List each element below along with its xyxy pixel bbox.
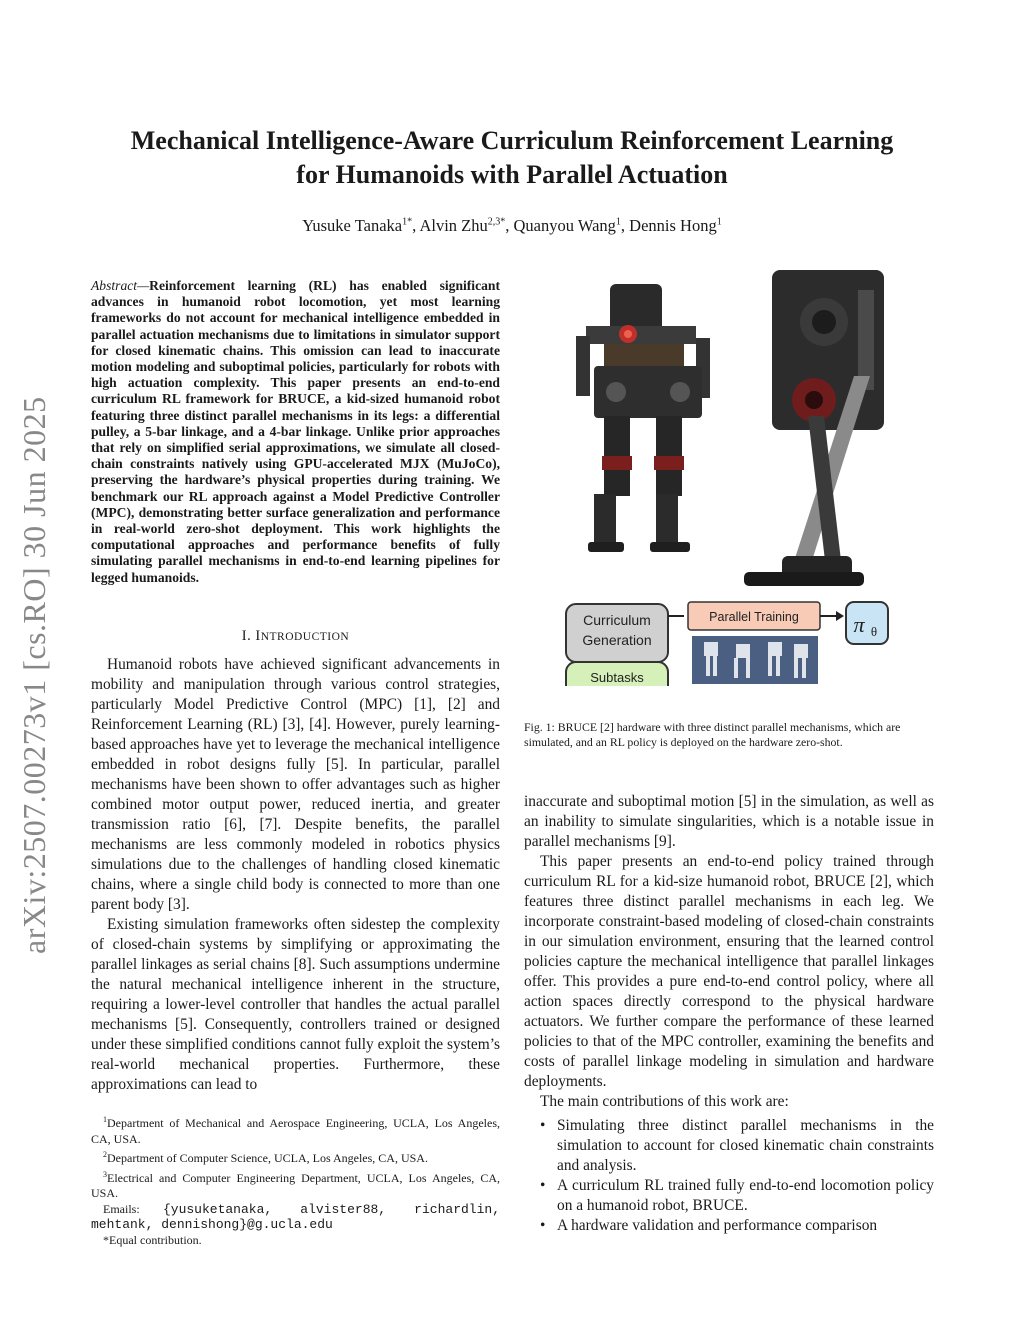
parallel-training-label: Parallel Training — [709, 610, 799, 624]
paragraph: The main contributions of this work are: — [540, 1093, 789, 1110]
left-column-body — [91, 655, 500, 1095]
footnote-equal-contribution: *Equal contribution. — [103, 1232, 202, 1247]
policy-subscript: θ — [870, 624, 878, 639]
policy-symbol: π — [853, 612, 865, 637]
figure-1-graphic — [524, 266, 934, 686]
footnote-emails: Emails: {yusuketanaka, alvister88, richardlin, mehtank, dennishong}@g.ucla.edu — [91, 1201, 501, 1232]
figure-1 — [524, 266, 934, 686]
abstract — [91, 278, 500, 586]
figure-1-caption: Fig. 1: BRUCE [2] hardware with three distinct parallel mechanisms, which are simulated, and an RL policy is deployed on the hardware zero-shot. — [524, 720, 901, 749]
robot-full-body-photo — [576, 284, 710, 552]
contributions-list — [540, 1116, 934, 1236]
paragraph: inaccurate and suboptimal motion [5] in the simulation, as well as an inability to simulate singularities, which is a notable issue in parallel mechanisms [9]. — [524, 793, 934, 850]
paragraph: This paper presents an end-to-end policy trained through curriculum RL for a kid-size humanoid robot, BRUCE [2], which features three distinct parallel mechanisms in each leg. We incorporate constraint-based modeling of closed-chain constraints in our simulation environment, ensuring that the learned control policies capture the mechanical intelligence that parallel linkages offer. This provides a pure end-to-end control policy, where all action spaces directly correspond to the physical hardware actuators. We further compare the performance of these learned policies to that of the MPC controller, examining the benefits and costs of parallel linkage modeling in simulation and hardware deployments. — [524, 853, 934, 1090]
author-1: Yusuke Tanaka$^{1*}$ — [302, 216, 413, 235]
paragraph: Existing simulation frameworks often sidestep the complexity of closed-chain systems by simplifying or approximating the parallel linkages as serial chains [8]. Such assumptions undermine the natural mechanical intelligence inherent in the structure, requiring a lower-level controller that handles the actual parallel mechanisms [5]. Consequently, controllers trained or designed under these simplified conditions cannot fully exploit the system’s real-world mechanical properties. Furthermore, these approximations can lead to — [91, 916, 500, 1093]
footnote-1: $^1$Department of Mechanical and Aerospace Engineering, UCLA, Los Angeles, CA, USA. — [91, 1115, 500, 1146]
curriculum-line-1: Curriculum — [583, 612, 651, 628]
author-3: Quanyou Wang$^1$ — [513, 216, 621, 235]
robot-leg-closeup-photo — [744, 270, 884, 586]
abstract-label: Abstract— — [91, 278, 150, 293]
list-item: • Simulating three distinct parallel mechanisms in the simulation to account for closed kinematic chain constraints and analysis. — [540, 1116, 934, 1176]
section-heading-introduction: I. INTRODUCTION — [241, 628, 350, 644]
policy-box — [846, 602, 888, 644]
list-item: • A curriculum RL trained fully end-to-end locomotion policy on a humanoid robot, BRUCE. — [540, 1176, 934, 1216]
paper-title — [60, 124, 964, 192]
subtasks-label: Subtasks — [590, 670, 644, 685]
paragraph: Humanoid robots have achieved significant advancements in mobility and manipulation through various control strategies, particularly Model Predictive Control (MPC) [1], [2] and Reinforcement Learning (RL) [3], [4]. However, purely learning-based approaches have yet to leverage the mechanical intelligence embedded in robot designs fully [5]. In particular, parallel mechanisms have been shown to offer advantages such as higher combined motor output power, reduced inertia, and greater transmission ratio [6], [7]. Despite benefits, the parallel mechanisms are less commonly modeled in robotics physics simulations due to the challenges of handling closed kinematic chains, where a single child body is connected to more than one parent body [3]. — [91, 656, 500, 913]
abstract-text: Reinforcement learning (RL) has enabled significant advances in humanoid robot locomotion, yet most learning frameworks do not account for mechanical intelligence embedded in parallel actuation mechanisms due to limitations in simulator support for closed kinematic chains. This omission can lead to inaccurate motion modeling and suboptimal policies, particularly for robots with high actuation complexity. This paper presents an end-to-end curriculum RL framework for BRUCE, a kid-sized humanoid robot featuring three distinct parallel mechanisms in its legs: a differential pulley, a 5-bar linkage, and a 4-bar linkage. Unlike prior approaches that rely on simplified serial approximations, we simulate all closed-chain constraints natively using GPU-accelerated MJX (MuJoCo), preserving the hardware’s physical properties during training. We benchmark our RL approach against a Model Predictive Controller (MPC), demonstrating better surface generalization and performance in real-world zero-shot deployment. This work highlights the computational approaches and performance benefits of fully simulating parallel mechanisms in end-to-end learning pipelines for legged humanoids. — [91, 278, 500, 585]
email-list: {yusuketanaka, alvister88, richardlin, mehtank, dennishong}@g.ucla.edu — [91, 1201, 501, 1232]
title-line-1: Mechanical Intelligence-Aware Curriculum Reinforcement Learning — [130, 126, 894, 155]
arxiv-stamp: arXiv:2507.00273v1 [cs.RO] 30 Jun 2025 — [16, 396, 52, 954]
footnotes — [91, 1112, 500, 1248]
list-item: • A hardware validation and performance comparison — [540, 1216, 934, 1236]
author-list: Yusuke Tanaka$^{1*}$, Alvin Zhu$^{2,3*}$, Quanyou Wang$^1$, Dennis Hong$^1$ — [302, 216, 722, 235]
title-line-2: for Humanoids with Parallel Actuation — [296, 160, 728, 189]
footnote-2: $^2$Department of Computer Science, UCLA, Los Angeles, CA, USA. — [103, 1150, 428, 1165]
author-4: Dennis Hong$^1$ — [629, 216, 722, 235]
footnote-3: $^3$Electrical and Computer Engineering Department, UCLA, Los Angeles, CA, USA. — [91, 1169, 500, 1200]
author-2: Alvin Zhu$^{2,3*}$ — [419, 216, 506, 235]
right-column-body — [524, 792, 934, 1112]
curriculum-line-2: Generation — [582, 632, 652, 648]
